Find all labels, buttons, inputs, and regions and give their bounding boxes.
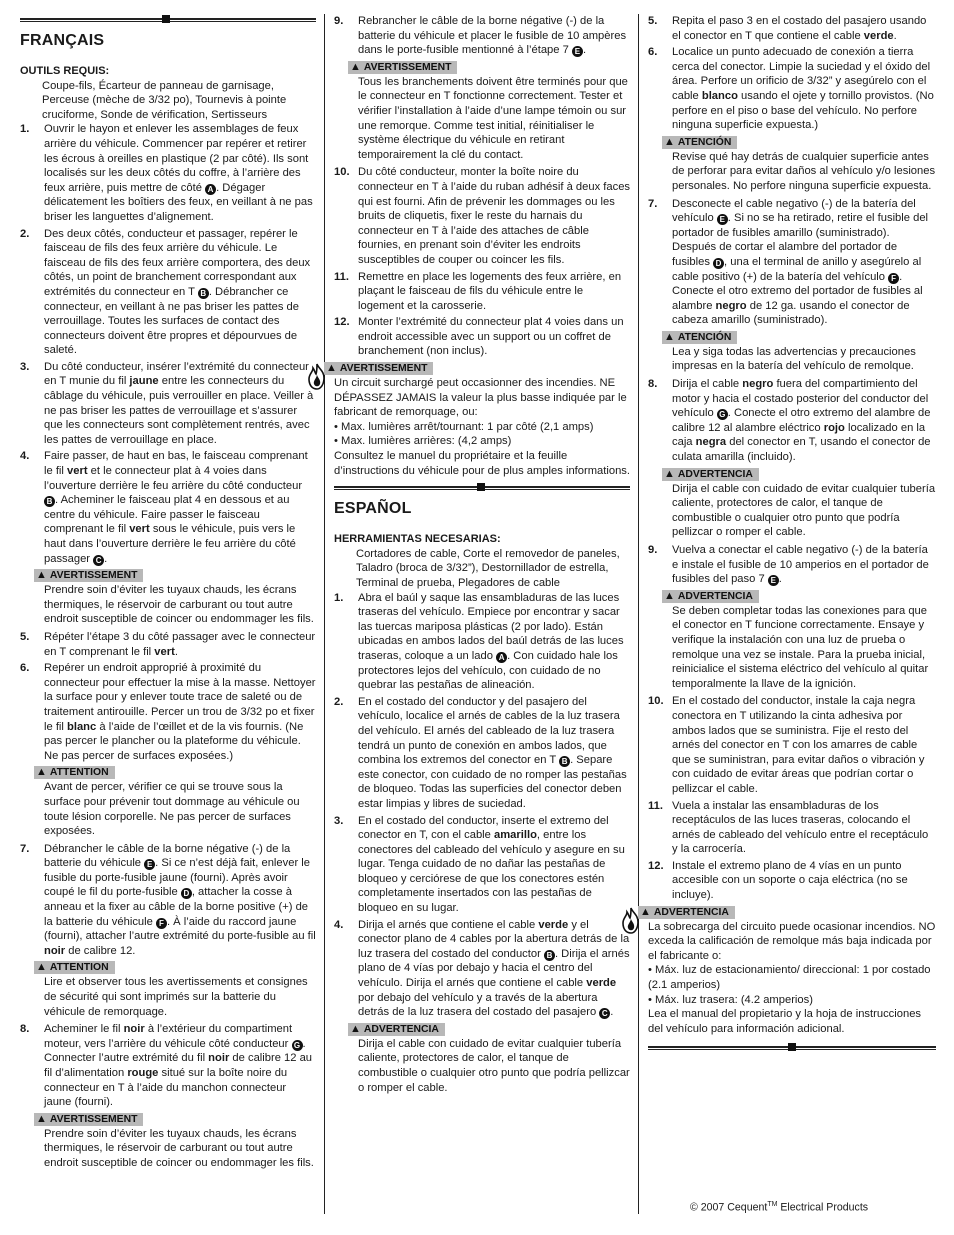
warning-label: ▲ AVERTISSEMENT (348, 61, 457, 74)
step-text: Dirija el arnés que contiene el cable verde y el conector plano de 4 cables por la abertura detrás de la luz trasera del costado del conductor B . Dirija el arnés plano de 4 vías por debajo y hacia el centro del vehículo. Dirija el arnés que contiene el cable verde por debajo del vehículo y a través de la abertura detrás de la luz trasera del costado del pasajero C . (358, 918, 630, 1019)
callout-letter-icon: E (572, 46, 583, 57)
step-text: Desconecte el cable negativo (-) de la batería del vehículo E . Si no se ha retirado, retire el fusible del portador de fusibles amarillo (suministrado). Después de cortar el alambre del portador de fusibles D , una el terminal de anillo y asegúrelo al cable positivo (+) de la batería del vehículo F . Conecte el otro extremo del portador de fusibles al alambre negro de 12 ga. usando el conector de cabeza amarillo (suministrado). (672, 197, 929, 327)
warning-text: Un circuit surchargé peut occasionner des incendies. NE DÉPASSEZ JAMAIS la valeur la plus basse indiquée par le fabricant de remorquage, ou: • Max. lumières arrêt/tournant: 1 par côté (2,1 amps) • Max. lumières arrières: (4,2 amps) Consultez le manuel du propriétaire et la feuille d’instructions du véhicule pour de plus amples informations. (334, 377, 631, 477)
step-text: Faire passer, de haut en bas, le faisceau comprenant le fil vert et le connecteur plat à 4 voies dans l’ouverture derrière le feu arrière du côté conducteur B . Acheminer le faisceau plat 4 en dessous et au centre du véhicule. Faire passer le faisceau comprenant le fil vert sous le véhicule, puis vers le haut dans l’ouverture derrière le feu arrière du côté passager C . (44, 450, 308, 565)
section-rule (20, 14, 316, 24)
callout-letter-icon: E (768, 575, 779, 586)
instruction-step (334, 165, 630, 267)
step-text: Des deux côtés, conducteur et passager, repérer le faisceau de fils des feux arrière du véhicule. Le faisceau de fils des feux arrière comportera, des deux côtés, un point de branchement correspondant aux extrémités du connecteur en T B . Débrancher ce connecteur, en veillant à ne pas briser les pattes de verrouillage. Toutes les surfaces de contact des connecteurs doivent être propres et dépourvues de saleté. (44, 227, 311, 357)
french-steps-continued (326, 14, 631, 478)
callout-letter-icon: E (144, 859, 155, 870)
warning-label: ▲ ADVERTENCIA (348, 1023, 445, 1036)
instruction-step (648, 45, 936, 133)
callout-letter-icon: G (717, 409, 728, 420)
column-2 (326, 14, 631, 1098)
step-number: 5. (20, 630, 30, 643)
instruction-step (20, 122, 316, 224)
warning-icon: ▲ (326, 362, 337, 375)
step-text: Repérer un endroit approprié à proximité du connecteur pour effectuer la mise à la masse. Nettoyer la surface pour y enlever toute trace de saleté ou de traitement antirouille. Percer un trou de 3/32 po et fixer le fil blanc à l’aide de l’œillet et de la vis fournis. (Ne pas percer le plancher ou la plateforme du véhicule. Ne pas percer de surfaces exposées.) (44, 662, 316, 762)
step-text: Remettre en place les logements des feux arrière, en plaçant le faisceau de fils du véhicule entre le logement et la carosserie. (358, 270, 622, 312)
step-number: 5. (648, 15, 658, 27)
instruction-step (648, 799, 936, 857)
warning-block (20, 960, 316, 1019)
step-number: 10. (648, 695, 664, 708)
warning-block (334, 60, 630, 163)
copyright-footer: © 2007 Cequent™ Electrical Products (690, 1201, 869, 1214)
section-rule (648, 1042, 936, 1052)
column-3 (640, 14, 936, 1052)
warning-text: Dirija el cable con cuidado de evitar cualquier tubería caliente, protectores de calor, el tanque de combustible o cualquier otro punto que podría pellizcar o romper el cable. (672, 482, 936, 539)
tools-list: Coupe-fils, Écarteur de panneau de garnisage, Perceuse (mèche de 3/32 po), Tournevis à pointe cruciforme, Sonde de vérification, Sertisseurs (42, 79, 287, 121)
warning-icon: ▲ (664, 589, 675, 602)
warning-icon: ▲ (36, 569, 47, 582)
warning-icon: ▲ (664, 330, 675, 343)
instruction-step (648, 859, 936, 903)
step-text: En el costado del conductor, inserte el extremo del conector en T, con el cable amarillo, entre los conectores del cableado del vehículo y asegure en su lugar. Tenga cuidado de no dañar las pestañas de bloqueo y cerciórese de que los conectores estén completamente insertados con las pestañas de bloqueo en su lugar. (358, 814, 625, 915)
warning-text: Tous les branchements doivent être terminés pour que le connecteur en T fonctionne correctement. Tester et vérifier l’installation à l’aide d’une lampe témoin ou sur une remorque. Comme test initial, réinitialiser le système électrique du véhicule en retirant temporairement la clé du contact. (358, 75, 628, 161)
instruction-step (648, 14, 936, 43)
spanish-steps (334, 591, 630, 1096)
instruction-step (648, 197, 936, 328)
callout-letter-icon: B (544, 950, 555, 961)
step-number: 9. (648, 544, 658, 556)
warning-text: Lire et observer tous les avertissements et consignes de sécurité qui sont imprimés sur la batterie du véhicule de remorquage. (44, 976, 308, 1018)
callout-letter-icon: B (198, 288, 209, 299)
step-text: Acheminer le fil noir à l’extérieur du compartiment moteur, vers l’arrière du véhicule côté conducteur G . Connecter l’autre extrémité du fil noir de calibre 12 au fil d’alimentation rouge situé sur la boîte noire du connecteur en T à l’aide du manchon connecteur jaune (fourni). (44, 1023, 313, 1109)
warning-label: ▲ ADVERTENCIA (662, 590, 759, 603)
instruction-step (648, 377, 936, 465)
step-text: Répéter l’étape 3 du côté passager avec le connecteur en T comprenant le fil vert. (44, 630, 316, 658)
step-number: 3. (334, 814, 344, 827)
warning-icon: ▲ (664, 467, 675, 480)
column-1 (20, 14, 316, 1174)
warning-label: ▲ ATENCIÓN (662, 136, 737, 149)
step-number: 4. (334, 918, 344, 931)
warning-block (326, 361, 631, 478)
callout-letter-icon: A (205, 184, 216, 195)
warning-text: Lea y siga todas las advertencias y precauciones impresas en la batería del vehículo de remolque. (672, 345, 916, 373)
warning-label: ▲ ATTENTION (34, 961, 115, 974)
warning-label: ▲ ADVERTENCIA (662, 468, 759, 481)
warning-text: Prendre soin d’éviter les tuyaux chauds, les écrans thermiques, le réservoir de carburant ou tout autre endroit susceptible de coincer ou endommager les fils. (44, 584, 314, 626)
tools-title: OUTILS REQUIS: (20, 65, 110, 77)
warning-block (20, 568, 316, 627)
callout-letter-icon: B (44, 496, 55, 507)
instruction-step (334, 918, 630, 1020)
warning-text: Se deben completar todas las conexiones para que el conector en T funcione correctamente. Ensaye y verifique la instalación con una luz de prueba o remolque una vez se instale. Para la prueba inicial, reinicialice el sistema eléctrico del vehículo al quitar temporalmente la llave de la ignición. (672, 604, 929, 690)
warning-block (20, 765, 316, 838)
instruction-step (20, 227, 316, 358)
instruction-step (20, 842, 316, 959)
step-number: 11. (334, 270, 349, 283)
step-number: 8. (20, 1023, 30, 1036)
callout-letter-icon: G (292, 1040, 303, 1051)
step-number: 12. (334, 316, 350, 329)
warning-label: ▲ AVERTISSEMENT (324, 362, 433, 375)
warning-text: Revise qué hay detrás de cualquier superficie antes de perforar para evitar daños al vehículo y/o lesiones personales. No perfore ninguna superficie expuesta. (672, 150, 936, 192)
step-text: Dirija el cable negro fuera del compartimiento del motor y hacia el costado posterior del conductor del vehículo G . Conecte el otro extremo del alambre de calibre 12 al alambre eléctrico rojo localizado en la caja negra del conector en T, usando el conector de culata amarilla (incluido). (672, 378, 931, 464)
step-text: Abra el baúl y saque las ensambladuras de las luces traseras del vehículo. Empiece por encontrar y sacar las tuercas mariposa plásticas (2 por lado). Están ubicadas en ambos lados del baúl detrás de las luces traseras, coloque a un lado A . Con cuidado hale los protectores lejos del vehículo, con cuidado de no quebrar las pestañas de alineación. (358, 591, 624, 692)
warning-icon: ▲ (36, 961, 47, 974)
step-number: 2. (20, 227, 30, 240)
warning-block (334, 1022, 630, 1095)
warning-text: Dirija el cable con cuidado de evitar cualquier tubería caliente, protectores de calor, el tanque de combustible o cualquier otro punto que podría pellizcar o romper el cable. (358, 1037, 630, 1094)
step-text: Vuela a instalar las ensambladuras de los receptáculos de las luces traseras, colocando el arnés de cableado del vehículo entre el receptáculo y la carrocería. (672, 799, 929, 856)
instruction-step (334, 14, 630, 58)
step-text: Vuelva a conectar el cable negativo (-) de la batería e instale el fusible de 10 amperios en el portador de fusibles del paso 7 E . (672, 544, 929, 586)
warning-text: Prendre soin d’éviter les tuyaux chauds, les écrans thermiques, le réservoir de carburant ou tout autre endroit susceptible de coincer ou endommager les fils. (44, 1127, 314, 1169)
step-number: 10. (334, 166, 350, 179)
step-text: Instale el extremo plano de 4 vías en un punto accesible con un soporte o caja eléctrica (no se incluye). (672, 859, 908, 902)
instruction-step (334, 814, 630, 916)
callout-letter-icon: D (181, 888, 192, 899)
warning-block (20, 1112, 316, 1171)
warning-icon: ▲ (640, 905, 651, 918)
step-number: 4. (20, 450, 30, 463)
callout-letter-icon: A (496, 652, 507, 663)
spanish-steps-continued (640, 14, 936, 1036)
warning-icon: ▲ (36, 766, 47, 779)
fire-icon (620, 907, 642, 935)
callout-letter-icon: C (599, 1008, 610, 1019)
french-heading: FRANÇAIS (20, 32, 105, 49)
warning-label: ▲ ATENCIÓN (662, 331, 737, 344)
tools-title: HERRAMIENTAS NECESARIAS: (334, 533, 501, 546)
step-number: 9. (334, 15, 344, 27)
step-text: Localice un punto adecuado de conexión a tierra cerca del conector. Limpie la suciedad y el óxido del área. Perfore un orificio de 3/32” y asegúrelo con el cable blanco usando el ojete y tornillo provistos. (No perfore en el piso o base del vehículo. No perfore ninguna superficie expuesta.) (672, 46, 934, 132)
warning-block (648, 589, 936, 692)
warning-block (648, 467, 936, 540)
step-text: En el costado del conductor, instale la caja negra conectora en T utilizando la cinta adhesiva por ambos lados que se suministra. Fije el resto del arnés del conector en T con los amarres de cable que se suministran, para evitar daños o vibración y con cuidado de evitar áreas que podrían cortar o pellizcar el cable. (672, 695, 925, 795)
step-number: 6. (20, 662, 30, 675)
tools-list: Cortadores de cable, Corte el removedor de paneles, Taladro (broca de 3/32”), Destornillador de estrella, Terminal de prueba, Plegadores de cable (356, 547, 620, 589)
instruction-step (20, 1022, 316, 1110)
step-text: Du côté conducteur, monter la boîte noire du connecteur en T à l’aide du ruban adhésif à deux faces qui est fourni. Afin de prévenir les dommages ou les bruits de cliquetis, fixer le reste du harnais du connecteur en T à l’aide des attaches de câble fournies, en prenant soin d’éviter les endroits susceptibles de couper ou coincer les fils. (358, 166, 631, 266)
step-number: 3. (20, 360, 30, 373)
instruction-step (334, 270, 630, 314)
french-steps (20, 122, 316, 1170)
step-number: 1. (334, 591, 344, 604)
instruction-step (648, 694, 936, 796)
fire-icon (306, 363, 328, 391)
step-text: Rebrancher le câble de la borne négative (-) de la batterie du véhicule et placer le fusible de 10 ampères dans le porte-fusible mentionné à l’étape 7 E . (358, 15, 627, 57)
warning-icon: ▲ (36, 1112, 47, 1125)
step-number: 11. (648, 799, 663, 812)
callout-letter-icon: E (717, 214, 728, 225)
callout-letter-icon: C (93, 555, 104, 566)
spanish-heading: ESPAÑOL (334, 500, 412, 518)
warning-icon: ▲ (350, 60, 361, 73)
instruction-step (20, 449, 316, 566)
warning-text: La sobrecarga del circuito puede ocasionar incendios. NO exceda la calificación de remolque más baja indicada por el fabricante o: • Máx. luz de estacionamiento/ direccional: 1 por costado (2.1 amperios) • Máx. luz trasera: (4.2 amperios) Lea el manual del propietario y la hoja de instrucciones del vehículo para información adicional. (648, 920, 936, 1035)
step-number: 1. (20, 123, 30, 136)
step-text: Monter l’extrémité du connecteur plat 4 voies dans un endroit accessible avec un support ou un coffret de branchement (non inclus). (358, 316, 624, 358)
step-text: Repita el paso 3 en el costado del pasajero usando el conector en T que contiene el cable verde. (672, 15, 927, 42)
step-text: Débrancher le câble de la borne négative (-) de la batterie du véhicule E . Si ce n’est déjà fait, enlever le fusible du porte-fusible jaune (fourni). Après avoir coupé le fil du porte-fusible D , attacher la cosse à anneau et la fixer au câble de la borne positive (+) de la batterie du véhicule F . À l’aide du raccord jaune (fourni), attacher l’autre extrémité du porte-fusible au fil noir de calibre 12. (44, 842, 316, 957)
instruction-step (334, 315, 630, 359)
step-text: Ouvrir le hayon et enlever les assemblages de feux arrière du véhicule. Commencer par repérer et retirer les écrous à oreilles en plastique (2 par côté). Ils sont localisés sur les deux côtés du coffre, à l’arrière des feux arrière, puis mettre de côté A . Dégager délicatement les boîtiers des feux, en veillant à ne pas briser les languettes d’alignement. (44, 123, 313, 223)
step-number: 12. (648, 859, 664, 872)
warning-label: ▲ ADVERTENCIA (638, 906, 735, 919)
instruction-step (20, 630, 316, 659)
step-number: 7. (20, 842, 30, 855)
warning-icon: ▲ (350, 1022, 361, 1035)
warning-label: ▲ ATTENTION (34, 766, 115, 779)
warning-icon: ▲ (664, 135, 675, 148)
instruction-step (648, 543, 936, 587)
step-number: 7. (648, 197, 658, 210)
callout-letter-icon: F (156, 918, 167, 929)
callout-letter-icon: D (713, 258, 724, 269)
step-text: En el costado del conductor y del pasajero del vehículo, localice el arnés de cables de la luz trasera del vehículo. El arnés del cableado de la luz trasera tendrá un punto de conexión en ambos lados, que combina los extremos del conector en T B . Separe este conector, con cuidado de no romper las pestañas de bloqueo. Todas las superficies del conector deben estar limpias y libres de suciedad. (358, 695, 627, 810)
section-rule (334, 482, 630, 492)
instruction-step (334, 591, 630, 693)
warning-block (648, 135, 936, 194)
warning-block (648, 330, 936, 374)
step-number: 6. (648, 46, 658, 59)
warning-text: Avant de percer, vérifier ce qui se trouve sous la surface pour prévenir tout dommage au véhicule ou toute lésion corporelle. Ne pas percer de surfaces exposées. (44, 781, 300, 838)
column-divider-1 (324, 14, 325, 1214)
callout-letter-icon: B (559, 756, 570, 767)
step-number: 8. (648, 378, 658, 391)
warning-block (640, 905, 936, 1037)
warning-label: ▲ AVERTISSEMENT (34, 569, 143, 582)
warning-label: ▲ AVERTISSEMENT (34, 1113, 143, 1126)
step-number: 2. (334, 695, 344, 708)
instruction-step (334, 695, 630, 812)
callout-letter-icon: F (888, 273, 899, 284)
step-text: Du côté conducteur, insérer l’extrémité du connecteur en T munie du fil jaune entre les connecteurs du câblage du véhicule, puis verrouiller en place. Veiller à ne pas briser les pattes de verrouillage et s’assurer que les connecteurs sont complètement rentrés, avec les pattes de verrouillage en place. (44, 360, 314, 446)
instruction-step (20, 661, 316, 763)
instruction-step (20, 360, 316, 448)
column-divider-2 (638, 14, 639, 1214)
